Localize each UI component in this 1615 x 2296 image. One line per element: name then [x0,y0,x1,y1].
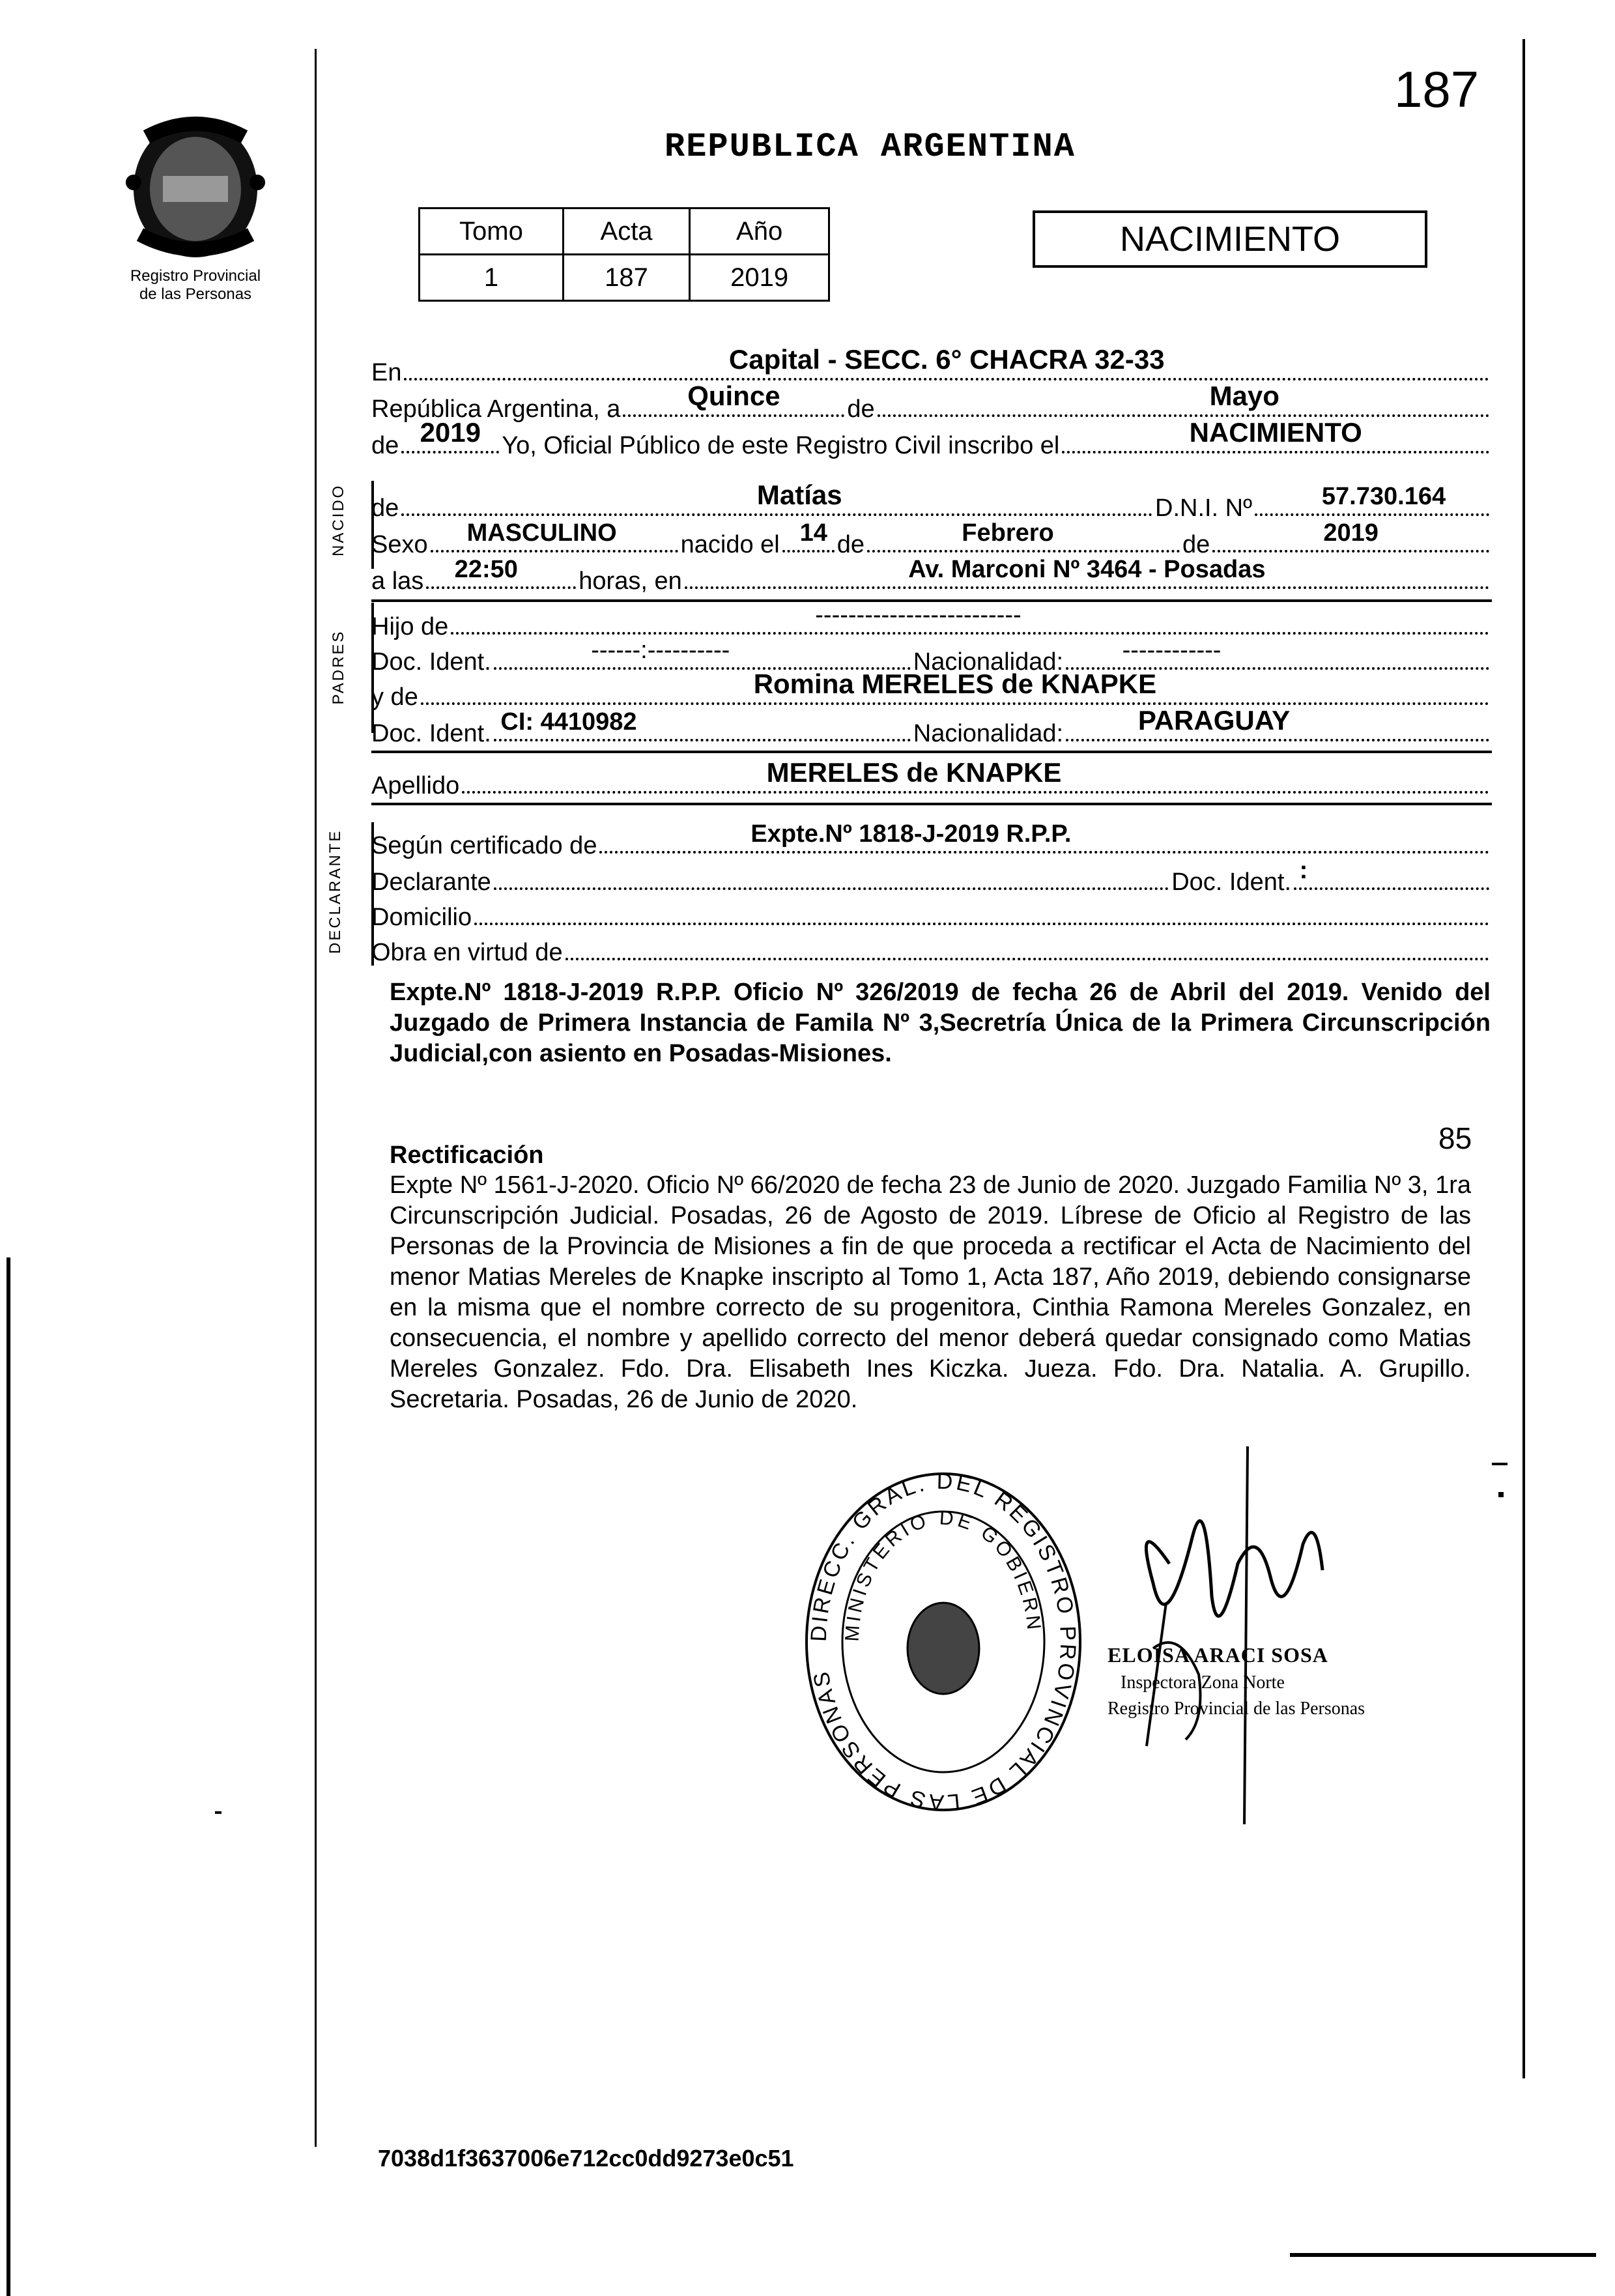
apellido-label: Apellido [371,772,460,799]
oficio-text: Expte.Nº 1818-J-2019 R.P.P. Oficio Nº 326/2019 de fecha 26 de Abril del 2019. Venido del Juzgado de Primera Instancia de Famila Nº 3,Secretría Única de la Primera Circunscripción Judicial,con asiento en Posadas-Misiones. [390,979,1491,1067]
domicilio-label: Domicilio [371,904,472,931]
dni-value: 57.730.164 [1321,483,1446,510]
row-domicilio [371,898,1492,932]
nacido-dia: 14 [799,519,827,547]
row-madre [371,668,1492,711]
row-obra [371,933,1492,967]
doc1-label: Doc. Ident. [371,648,491,676]
mes-value: Mayo [1209,380,1279,411]
segun-value: Expte.Nº 1818-J-2019 R.P.P. [750,820,1072,848]
sexo-label: Sexo [371,531,428,558]
hora-value: 22:50 [454,556,518,583]
rectificacion-body: Expte Nº 1561-J-2020. Oficio Nº 66/2020 de fecha 23 de Junio de 2020. Juzgado Familia Nº 3, 1ra Circunscripción Judicial. Posadas, 26 de Agosto de 2019. Líbrese de Oficio al Registro de las Personas de la Provincia de Misiones a fin de que proceda a rectificar el Acta de Nacimiento del menor Matias Mereles de Knapke inscripto al Tomo 1, Acta 187, Año 2019, debiendo consignarse en la misma que el nombre correcto de su progenitora, Cinthia Ramona Mereles Gonzalez, en consecuencia, el nombre y apellido correcto del menor deberá quedar consignado como Matias Mereles Gonzalez. Fdo. Dra. Elisabeth Ines Kiczka. Jueza. Fdo. Dra. Natalia. A. Grupillo. Secretaria. Posadas, 26 de Junio de 2020. [390,1171,1471,1413]
republica-label: República Argentina, a [371,395,621,423]
apellido-value: MERELES de KNAPKE [766,757,1062,788]
dni-label: D.N.I. Nº [1155,495,1252,522]
mark-dash-1 [1492,1463,1508,1465]
row-hijo [371,601,1492,641]
row-declarante [371,857,1492,897]
left-margin-line [315,49,317,2147]
de2-label: de [371,432,399,459]
hijo-value: ------------------------- [815,601,1022,629]
doc2-label: Doc. Ident. [371,720,491,747]
dia-value: Quince [687,380,780,411]
obra-label: Obra en virtud de [371,939,563,966]
nac1-value: ------------ [1122,637,1222,664]
header-acta: Acta [563,208,689,255]
row-inscribo [371,417,1492,460]
header-tomo: Tomo [420,208,564,255]
doc2-value: CI: 4410982 [500,708,637,736]
nacido-mes: Febrero [962,519,1054,547]
segun-label: Según certificado de [371,832,597,859]
rectificacion-title: Rectificación [390,1141,544,1169]
mark-dash-2 [215,1811,222,1814]
alas-label: a las [371,567,424,595]
declarante-label: Declarante [371,868,491,896]
divider-2 [371,751,1492,753]
page-title: REPUBLICA ARGENTINA [665,128,1076,166]
hash-code: 7038d1f3637006e712cc0dd9273e0c51 [378,2145,794,2172]
hijo-label: Hijo de [371,613,449,640]
value-anio: 2019 [690,255,829,301]
nombre-label: de [371,495,399,522]
signature-icon [1108,1433,1381,1837]
value-tomo: 1 [420,255,564,301]
row-hora [371,556,1492,596]
left-edge-line [7,1257,10,2296]
nac2-value: PARAGUAY [1137,705,1291,736]
horas-label: horas, en [579,567,682,595]
record-table [418,207,830,302]
nac1-label: Nacionalidad: [913,648,1064,676]
nac2-label: Nacionalidad: [913,720,1064,747]
page-number: 187 [1394,61,1479,118]
signature-org: Registro Provincial de las Personas [1108,1699,1365,1719]
nacido-anio: 2019 [1323,519,1379,547]
en-value: Capital - SECC. 6° CHACRA 32-33 [728,344,1165,375]
signature-block [1108,1643,1394,1719]
yo-text: Yo, Oficial Público de este Registro Civil inscribo el [502,432,1060,459]
value-acta: 187 [563,255,689,301]
official-stamp [800,1469,1087,1815]
de3-label: de [836,531,865,558]
doc1-value: ------:---------- [591,637,730,664]
note-number: 85 [1438,1121,1472,1155]
logo-caption [98,267,293,304]
nombre-value: Matías [756,480,842,510]
mark-dot-1 [1498,1492,1504,1497]
sexo-value: MASCULINO [466,519,617,547]
row-en [371,344,1492,387]
row-segun [371,820,1492,860]
madre-value: Romina MERELES de KNAPKE [753,668,1157,699]
right-margin-line [1522,39,1525,2078]
provincia-seal-icon [121,111,270,261]
nacido-label: nacido el [680,531,780,558]
de4-label: de [1182,531,1210,558]
en-label: En [371,359,402,386]
header-anio: Año [690,208,829,255]
anio-value: 2019 [420,417,481,448]
logo-caption-line2: de las Personas [139,285,252,303]
row-doc2 [371,705,1492,748]
stamp-outer-text: DIRECC. GRAL. DEL REGISTRO PROVINCIAL DE LAS PERSONAS [806,1469,1081,1815]
section-label-nacido: NACIDO [330,483,347,556]
logo-caption-line1: Registro Provincial [130,267,261,285]
row-nombre [371,480,1492,523]
row-sexo [371,519,1492,559]
lugar-value: Av. Marconi Nº 3464 - Posadas [908,556,1266,583]
row-apellido [371,757,1492,800]
divider-3 [371,803,1492,805]
docdecl-label: Doc. Ident. [1171,868,1291,896]
stamp-inner-text: MINISTERIO DE GOBIERN [841,1507,1045,1643]
yde-label: y de [371,683,418,711]
bottom-edge-line [1290,2253,1596,2257]
tipo-value: NACIMIENTO [1189,417,1362,448]
de-label: de [847,395,875,423]
section-label-declarante: DECLARANTE [326,829,344,954]
section-label-padres: PADRES [330,629,347,705]
signature-title: Inspectora Zona Norte [1121,1672,1285,1693]
signature-name: ELOISA ARACI SOSA [1108,1643,1328,1667]
docdecl-value: : [1299,857,1308,884]
record-type-box: NACIMIENTO [1033,210,1427,268]
